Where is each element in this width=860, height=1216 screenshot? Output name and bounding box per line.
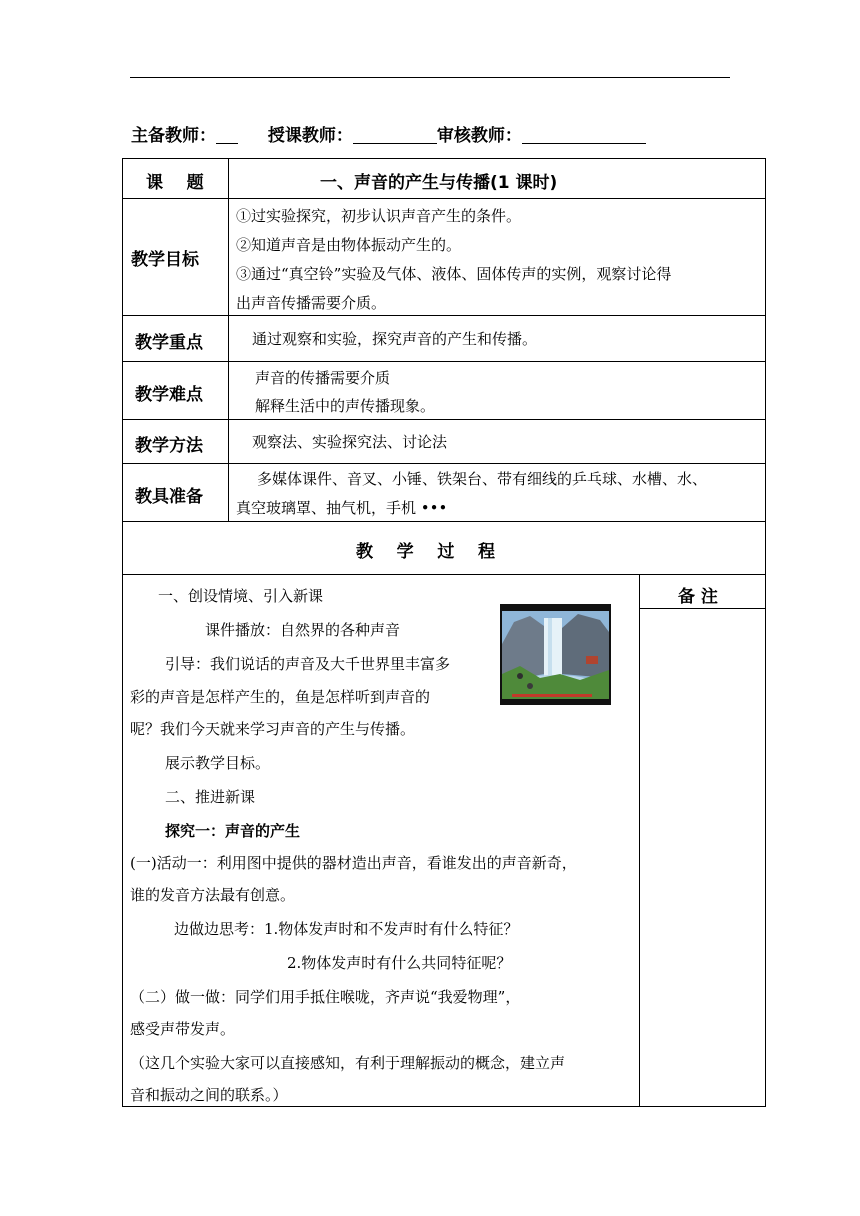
main-teacher-label: 主备教师： [131,126,216,146]
objective-line-4: 出声音传播需要介质。 [236,294,387,312]
reviewer-blank[interactable] [522,126,646,144]
lecturer-label: 授课教师： [267,126,353,146]
process-line-7: 二、推进新课 [165,788,256,806]
process-line-3: 引导：我们说话的声音及大千世界里丰富多 [165,655,451,673]
process-line-14: 感受声带发声。 [130,1020,236,1038]
process-line-2: 课件播放：自然界的各种声音 [205,621,401,639]
key-points-label: 教学重点 [135,333,203,353]
process-line-1: 一、创设情境、引入新课 [158,587,324,605]
process-line-11: 边做边思考：1.物体发声时和不发声时有什么特征？ [174,920,519,938]
topic-label: 课 题 [146,173,204,193]
key-points-value: 通过观察和实验，探究声音的产生和传播。 [252,330,538,348]
notes-column-cell [639,574,766,1107]
courseware-waterfall-image [500,604,611,705]
reviewer-label: 审核教师： [436,126,522,146]
topic-value: 一、声音的产生与传播(1 课时) [320,173,558,193]
methods-value: 观察法、实验探究法、讨论法 [252,433,448,451]
process-line-10: 谁的发音方法最有创意。 [130,886,296,904]
methods-label: 教学方法 [135,436,203,456]
materials-line-1: 多媒体课件、音叉、小锤、铁架台、带有细线的乒乓球、水槽、水、 [257,470,708,488]
notes-label: 备 注 [678,587,718,607]
objective-line-3: ③通过“真空铃”实验及气体、液体、固体传声的实例，观察讨论得 [236,265,672,283]
objectives-label: 教学目标 [131,250,199,270]
top-rule [130,77,730,78]
difficulty-line-2: 解释生活中的声传播现象。 [255,397,436,415]
process-line-12: 2.物体发声时有什么共同特征呢？ [287,954,512,972]
process-line-5: 呢？我们今天就来学习声音的产生与传播。 [130,720,416,738]
main-teacher-blank[interactable] [216,126,238,144]
materials-line-2: 真空玻璃罩、抽气机，手机 ••• [236,499,448,517]
materials-label: 教具准备 [135,487,203,507]
process-line-13: （二）做一做：同学们用手抵住喉咙，齐声说“我爱物理”， [130,988,521,1006]
process-line-15: （这几个实验大家可以直接感知，有利于理解振动的概念，建立声 [130,1054,566,1072]
objective-line-2: ②知道声音是由物体振动产生的。 [236,236,462,254]
process-line-4: 彩的声音是怎样产生的，鱼是怎样听到声音的 [130,688,431,706]
process-line-16: 音和振动之间的联系。） [130,1086,288,1104]
process-line-6: 展示教学目标。 [165,754,271,772]
process-line-8: 探究一：声音的产生 [165,822,301,840]
lecturer-blank[interactable] [353,126,437,144]
process-line-9: (一)活动一：利用图中提供的器材造出声音，看谁发出的声音新奇， [130,854,577,872]
difficulty-line-1: 声音的传播需要介质 [255,369,391,387]
difficulties-label: 教学难点 [135,385,203,405]
teacher-header [131,121,646,146]
objective-line-1: ①过实验探究，初步认识声音产生的条件。 [236,207,522,225]
process-title: 教 学 过 程 [356,542,496,562]
